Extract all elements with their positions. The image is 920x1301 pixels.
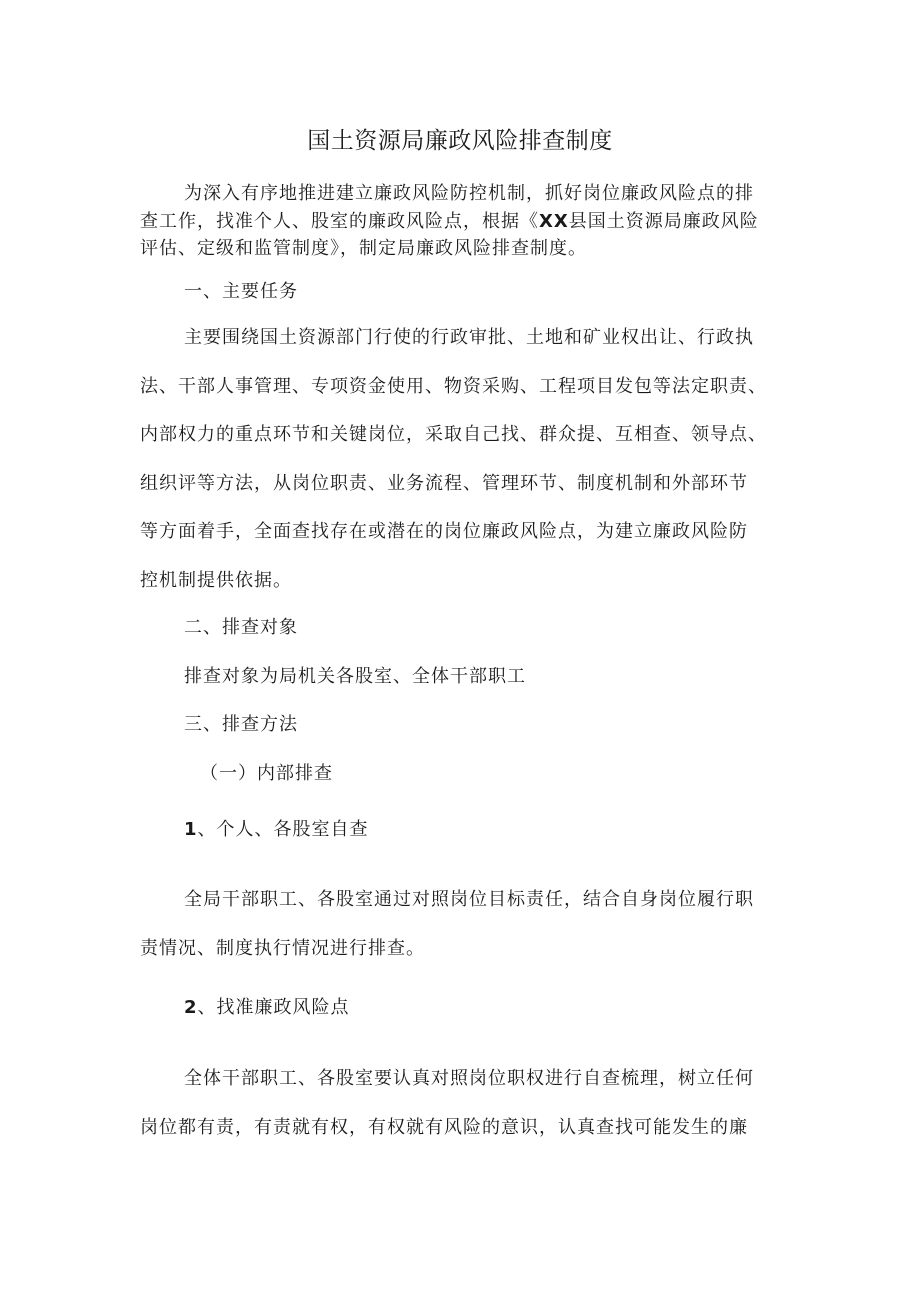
section1-line: 组织评等方法，从岗位职责、业务流程、管理环节、制度机制和外部环节 <box>140 472 748 494</box>
item2-line: 全体干部职工、各股室要认真对照岗位职权进行自查梳理，树立任何 <box>184 1068 754 1089</box>
section1-line: 主要围绕国土资源部门行使的行政审批、土地和矿业权出让、行政执 <box>184 327 754 348</box>
section-heading-targets: 二、排查对象 <box>184 617 298 638</box>
section1-line: 控机制提供依据。 <box>140 569 292 591</box>
item-self-check-heading: 1、个人、各股室自查 <box>184 819 369 840</box>
intro-line: 为深入有序地推进建立廉政风险防控机制，抓好岗位廉政风险点的排 <box>184 183 754 204</box>
section2-text: 排查对象为局机关各股室、全体干部职工 <box>184 666 526 687</box>
section1-line: 等方面着手，全面查找存在或潜在的岗位廉政风险点，为建立廉政风险防 <box>140 521 748 542</box>
item2-line: 岗位都有责，有责就有权，有权就有风险的意识，认真查找可能发生的廉 <box>140 1116 748 1138</box>
item1-line: 全局干部职工、各股室通过对照岗位目标责任，结合自身岗位履行职 <box>184 889 754 910</box>
document-title: 国土资源局廉政风险排查制度 <box>307 128 613 154</box>
section1-line: 内部权力的重点环节和关键岗位，采取自己找、群众提、互相查、领导点、 <box>140 424 767 445</box>
intro-line: 查工作，找准个人、股室的廉政风险点，根据《XX县国土资源局廉政风险 <box>140 210 759 232</box>
intro-paragraph <box>140 180 790 263</box>
item1-paragraph <box>140 876 790 973</box>
item1-line: 责情况、制度执行情况进行排查。 <box>140 937 425 959</box>
item2-paragraph <box>140 1055 790 1152</box>
item-number: 1 <box>184 819 198 840</box>
subsection-internal-check: （一）内部排查 <box>200 763 333 784</box>
section-heading-main-tasks: 一、主要任务 <box>184 281 298 302</box>
section-heading-methods: 三、排查方法 <box>184 714 298 735</box>
section1-paragraph <box>140 314 790 605</box>
item-risk-points-heading: 2、找准廉政风险点 <box>184 997 350 1018</box>
section1-line: 法、干部人事管理、专项资金使用、物资采购、工程项目发包等法定职责、 <box>140 375 767 397</box>
item-number: 2 <box>184 997 198 1018</box>
intro-line: 评估、定级和监管制度》，制定局廉政风险排查制度。 <box>140 238 587 259</box>
county-placeholder: XX <box>539 210 569 232</box>
